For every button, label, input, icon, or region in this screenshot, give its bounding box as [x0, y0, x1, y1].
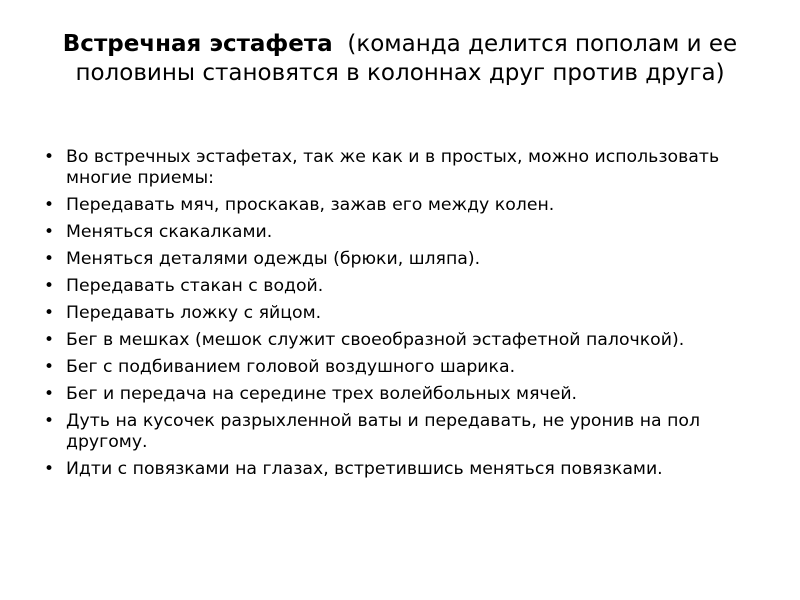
bullet-icon: • [44, 411, 55, 431]
list-item-text: Бег и передача на середине трех волейбольных мячей. [66, 384, 578, 404]
list-item-text: Передавать мяч, проскакав, зажав его между колен. [66, 195, 555, 215]
list-item [44, 303, 774, 324]
list-item [44, 276, 774, 297]
bullet-icon: • [44, 222, 55, 242]
bullet-icon: • [44, 249, 55, 269]
list-item [44, 384, 774, 405]
slide-title [40, 30, 760, 88]
list-item [44, 411, 774, 453]
list-item [44, 147, 774, 189]
list-item [44, 459, 774, 480]
list-item-text: Идти с повязками на глазах, встретившись меняться повязками. [66, 459, 663, 479]
bullet-icon: • [44, 330, 55, 350]
bullet-icon: • [44, 276, 55, 296]
list-item-text: Передавать ложку с яйцом. [66, 303, 322, 323]
list-item-text: Бег в мешках (мешок служит своеобразной эстафетной палочкой). [66, 330, 685, 350]
bullet-icon: • [44, 303, 55, 323]
bullet-icon: • [44, 384, 55, 404]
list-item-text: Меняться скакалками. [66, 222, 273, 242]
list-item-text: Бег с подбиванием головой воздушного шарика. [66, 357, 516, 377]
list-item-text: Во встречных эстафетах, так же как и в простых, можно использовать многие приемы: [66, 147, 720, 188]
bullet-icon: • [44, 147, 55, 167]
list-item-text: Передавать стакан с водой. [66, 276, 324, 296]
title-bold: Встречная эстафета [62, 31, 333, 57]
bullet-icon: • [44, 459, 55, 479]
list-item [44, 330, 774, 351]
list-item [44, 357, 774, 378]
list-item-text: Дуть на кусочек разрыхленной ваты и передавать, не уронив на пол другому. [66, 411, 701, 452]
bullet-list [44, 147, 774, 486]
bullet-icon: • [44, 357, 55, 377]
list-item [44, 222, 774, 243]
title-subtitle: (команда делится пополам и ее половины становятся в колоннах друг против друга) [75, 31, 738, 86]
bullet-icon: • [44, 195, 55, 215]
list-item-text: Меняться деталями одежды (брюки, шляпа). [66, 249, 481, 269]
list-item [44, 195, 774, 216]
list-item [44, 249, 774, 270]
